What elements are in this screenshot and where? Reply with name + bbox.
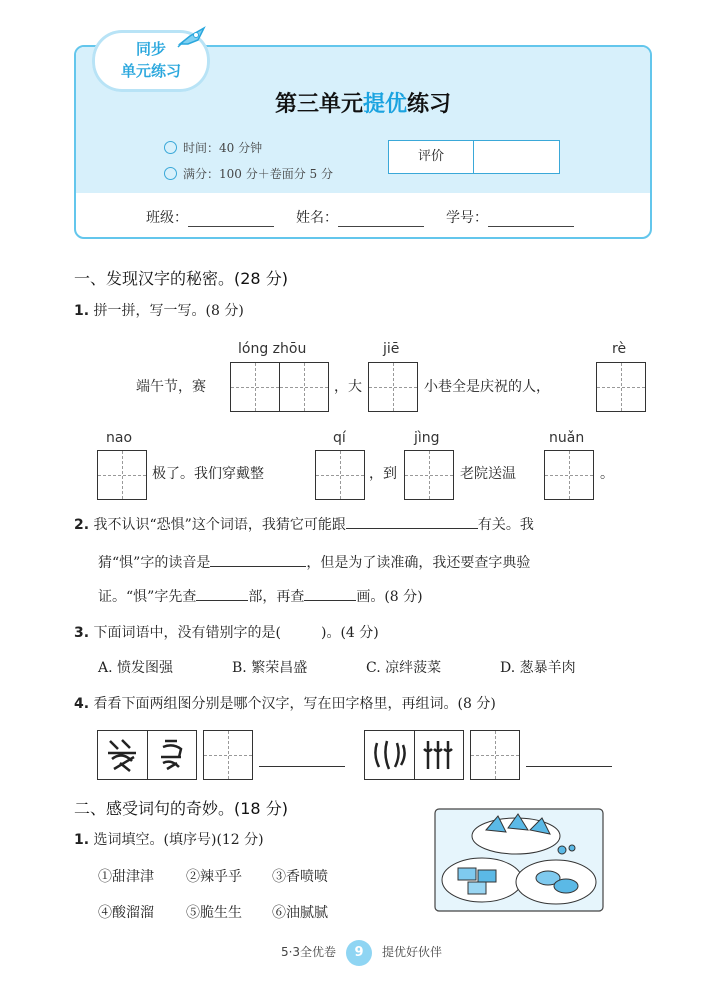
ancient-script-box-2 <box>364 730 464 780</box>
evaluation-box <box>388 140 560 174</box>
q1-2-line2 <box>98 556 658 570</box>
q1-2-text-1b: 有关。我 <box>477 517 534 533</box>
row1-text-1: 端午节，赛 <box>136 379 206 395</box>
answer-tianzige-2[interactable] <box>470 730 520 780</box>
q1-2-text-3b: 部，再查 <box>248 589 305 605</box>
tianzige-jie[interactable] <box>368 362 418 412</box>
row2-text-1: 极了。我们穿戴整 <box>152 466 264 482</box>
tianzige-re[interactable] <box>596 362 646 412</box>
q1-2-blank-3[interactable] <box>196 600 248 601</box>
tianzige-long[interactable] <box>230 362 280 412</box>
q2-1-number: 1. <box>74 832 90 848</box>
q1-2-text-1a: 我不认识“恐惧”这个词语，我猜它可能跟 <box>93 517 346 533</box>
row1-text-3: 小巷全是庆祝的人， <box>424 379 550 395</box>
name-blank[interactable] <box>338 212 424 227</box>
check-icon <box>164 167 177 180</box>
row1-text-2: ，大 <box>334 379 362 395</box>
tianzige-nao[interactable] <box>97 450 147 500</box>
pinyin-qi: qí <box>333 430 346 446</box>
page-title <box>76 87 650 118</box>
pinyin-re: rè <box>612 341 627 357</box>
q1-4-heading <box>74 697 496 711</box>
pinyin-jie: jiē <box>383 341 400 357</box>
q2-1-option-5: ⑤脆生生 <box>186 905 242 921</box>
food-illustration <box>434 808 604 912</box>
row2-text-2: ，到 <box>369 466 397 482</box>
pinyin-jing: jìng <box>414 430 440 446</box>
q1-2-blank-1[interactable] <box>346 528 478 529</box>
row2-text-4: 。 <box>600 466 614 482</box>
ancient-glyph-2a-icon <box>371 737 409 773</box>
word-blank-2[interactable] <box>526 766 612 767</box>
title-part-b: 练习 <box>407 92 452 117</box>
q1-2-blank-2[interactable] <box>210 566 306 567</box>
q1-4-text: 看看下面两组图分别是哪个汉字，写在田字格里，再组词。(8 分) <box>93 696 496 712</box>
q1-3-number: 3. <box>74 625 90 641</box>
q2-1-option-1: ①甜津津 <box>98 869 154 885</box>
q1-3-option-b: B. 繁荣昌盛 <box>232 660 308 676</box>
pinyin-longzhou: lóng zhōu <box>238 341 307 357</box>
q1-2-line1 <box>74 518 654 532</box>
q1-2-text-3a: 证。“惧”字先查 <box>98 589 197 605</box>
q1-2-text-2a: 猜“惧”字的读音是 <box>98 555 211 571</box>
q2-1-option-4: ④酸溜溜 <box>98 905 154 921</box>
pinyin-nao: nao <box>106 430 133 446</box>
title-highlight: 提优 <box>362 92 407 117</box>
clock-icon <box>164 141 177 154</box>
tianzige-zhou[interactable] <box>279 362 329 412</box>
q1-3-line <box>74 626 379 640</box>
rocket-icon <box>176 24 210 48</box>
badge-line2: 单元练习 <box>120 62 181 80</box>
tianzige-qi[interactable] <box>315 450 365 500</box>
q1-2-blank-4[interactable] <box>304 600 356 601</box>
q1-3-option-c: C. 凉绊菠菜 <box>366 660 442 676</box>
title-part-a: 第三单元 <box>274 92 363 117</box>
tianzige-nuan[interactable] <box>544 450 594 500</box>
q1-3-text-b: )。(4 分) <box>320 625 379 641</box>
row2-text-3: 老院送温 <box>460 466 516 482</box>
class-field[interactable] <box>146 207 274 227</box>
q2-1-text: 选词填空。(填序号)(12 分) <box>93 832 264 848</box>
id-label: 学号： <box>446 210 488 226</box>
id-field[interactable] <box>446 207 574 227</box>
q2-1-option-2: ②辣乎乎 <box>186 869 242 885</box>
class-label: 班级： <box>146 210 188 226</box>
class-blank[interactable] <box>188 212 274 227</box>
time-info <box>164 139 262 156</box>
q1-2-text-2b: ，但是为了读准确，我还要查字典验 <box>306 555 531 571</box>
name-label: 姓名： <box>296 210 338 226</box>
q1-1-number: 1. <box>74 303 90 319</box>
evaluation-label: 评价 <box>389 141 474 173</box>
q1-1-heading <box>74 304 244 318</box>
q1-4-number: 4. <box>74 696 90 712</box>
ancient-glyph-1b-icon <box>153 737 191 773</box>
tianzige-jing[interactable] <box>404 450 454 500</box>
q1-3-text-a: 下面词语中，没有错别字的是( <box>93 625 281 641</box>
badge-line1: 同步 <box>135 40 166 58</box>
ancient-glyph-2b-icon <box>420 737 458 773</box>
page-number: 9 <box>346 940 372 966</box>
name-field[interactable] <box>296 207 424 227</box>
q1-3-option-d: D. 葱暴羊肉 <box>500 660 576 676</box>
page-footer <box>0 940 723 966</box>
footer-slogan: 提优好伙伴 <box>382 945 443 959</box>
q2-1-option-3: ③香喷喷 <box>272 869 328 885</box>
score-text: 满分：100 分＋卷面分 5 分 <box>183 167 333 181</box>
answer-tianzige-1[interactable] <box>203 730 253 780</box>
section-2-title: 二、感受词句的奇妙。(18 分) <box>74 799 288 818</box>
q1-2-text-3c: 画。(8 分) <box>356 589 423 605</box>
score-info <box>164 165 333 182</box>
ancient-glyph-1a-icon <box>104 737 142 773</box>
q2-1-heading <box>74 833 264 847</box>
q2-1-option-6: ⑥油腻腻 <box>272 905 328 921</box>
q1-2-number: 2. <box>74 517 90 533</box>
word-blank-1[interactable] <box>259 766 345 767</box>
id-blank[interactable] <box>488 212 574 227</box>
q1-3-option-a: A. 愤发图强 <box>98 660 174 676</box>
ancient-script-box-1 <box>97 730 197 780</box>
footer-brand: 5·3全优卷 <box>280 945 337 959</box>
section-1-title: 一、发现汉字的秘密。(28 分) <box>74 269 288 288</box>
time-text: 时间：40 分钟 <box>183 141 263 155</box>
q1-2-line3 <box>98 590 658 604</box>
pinyin-nuan: nuǎn <box>549 430 585 446</box>
q1-1-text: 拼一拼，写一写。(8 分) <box>93 303 244 319</box>
